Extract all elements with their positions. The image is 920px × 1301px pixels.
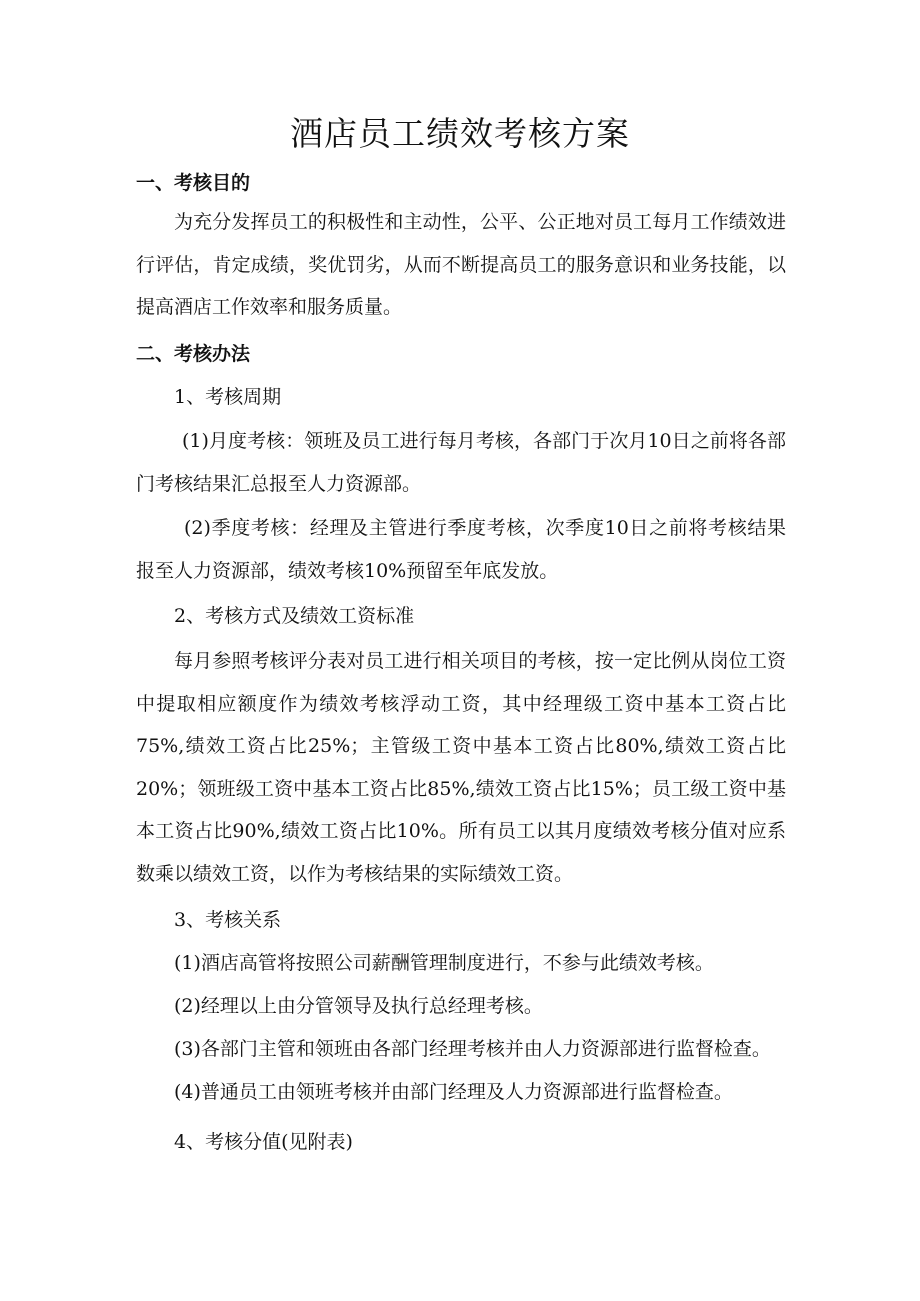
cycle-item-monthly: (1)月度考核：领班及员工进行每月考核，各部门于次月10日之前将各部门考核结果汇总报至人力资源部。 <box>136 430 786 495</box>
section-heading-objective: 一、考核目的 <box>136 172 251 194</box>
document-title: 酒店员工绩效考核方案 <box>290 114 630 153</box>
objective-paragraph: 为充分发挥员工的积极性和主动性，公平、公正地对员工每月工作绩效进行评估，肯定成绩，奖优罚劣，从而不断提高员工的服务意识和业务技能，以提高酒店工作效率和服务质量。 <box>136 211 786 318</box>
subheading-cycle: 1、考核周期 <box>174 386 282 408</box>
relations-item-3: (3)各部门主管和领班由各部门经理考核并由人力资源部进行监督检查。 <box>174 1038 771 1060</box>
relations-item-4: (4)普通员工由领班考核并由部门经理及人力资源部进行监督检查。 <box>174 1081 733 1103</box>
section-heading-method: 二、考核办法 <box>136 343 251 365</box>
relations-item-2: (2)经理以上由分管领导及执行总经理考核。 <box>174 995 543 1017</box>
subheading-scores: 4、考核分值(见附表) <box>174 1131 353 1153</box>
subheading-relations: 3、考核关系 <box>174 909 282 931</box>
cycle-item-quarterly: (2)季度考核：经理及主管进行季度考核，次季度10日之前将考核结果报至人力资源部，绩效考核10%预留至年底发放。 <box>136 517 786 582</box>
relations-item-1: (1)酒店高管将按照公司薪酬管理制度进行，不参与此绩效考核。 <box>174 952 714 974</box>
method-standard-paragraph: 每月参照考核评分表对员工进行相关项目的考核，按一定比例从岗位工资中提取相应额度作为绩效考核浮动工资，其中经理级工资中基本工资占比75%,绩效工资占比25%；主管级工资中基本工资占比80%,绩效工资占比20%；领班级工资中基本工资占比85%,绩效工资占比15%；员工级工资中基本工资占比90%,绩效工资占比10%。所有员工以其月度绩效考核分值对应系数乘以绩效工资，以作为考核结果的实际绩效工资。 <box>136 650 786 885</box>
subheading-method-standard: 2、考核方式及绩效工资标准 <box>174 605 415 627</box>
